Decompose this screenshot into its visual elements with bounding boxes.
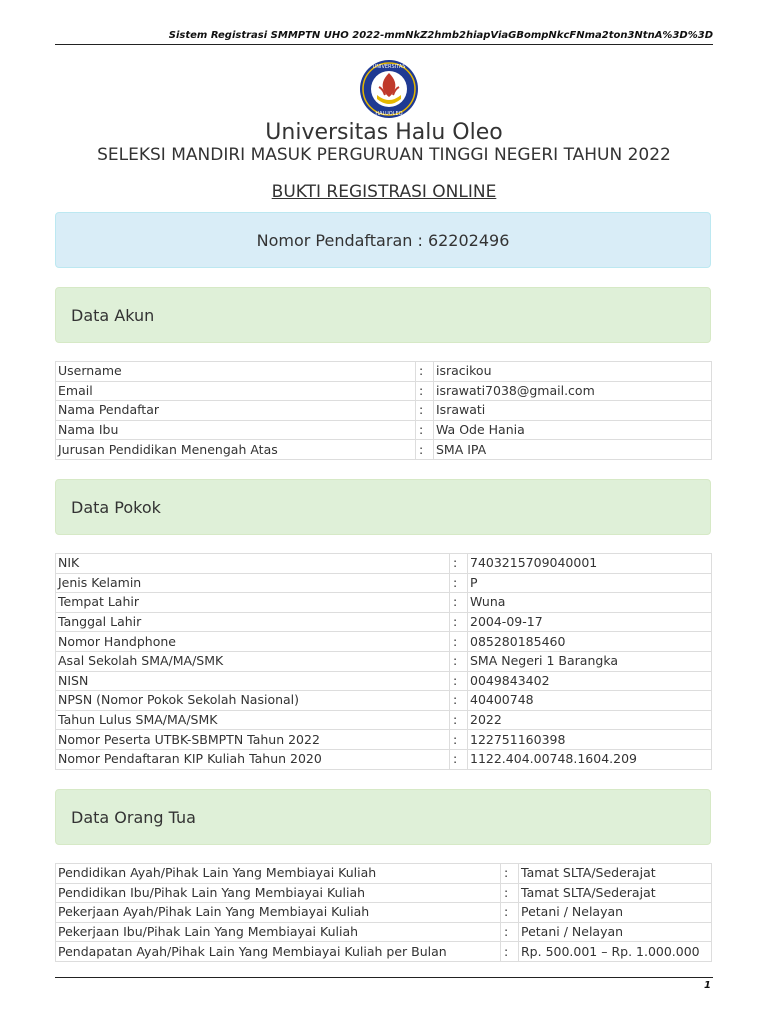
field-label: NPSN (Nomor Pokok Sekolah Nasional) <box>56 691 450 711</box>
field-label: Nama Ibu <box>56 420 416 440</box>
field-separator: : <box>450 554 468 574</box>
field-value: Tamat SLTA/Sederajat <box>519 883 712 903</box>
section-title: Data Akun <box>71 305 155 325</box>
section-data-pokok <box>55 479 711 535</box>
field-value: Petani / Nelayan <box>519 903 712 923</box>
field-value: 40400748 <box>468 691 712 711</box>
field-label: NIK <box>56 554 450 574</box>
field-value: P <box>468 573 712 593</box>
field-value: isracikou <box>434 362 712 382</box>
section-data-orang-tua <box>55 789 711 845</box>
table-row <box>56 730 712 750</box>
document-title: BUKTI REGISTRASI ONLINE <box>271 182 497 202</box>
table-data-orang-tua <box>55 863 712 962</box>
table-row <box>56 440 712 460</box>
section-title: Data Orang Tua <box>71 807 196 827</box>
field-value: 0049843402 <box>468 671 712 691</box>
field-separator: : <box>450 710 468 730</box>
table-row <box>56 401 712 421</box>
table-row <box>56 632 712 652</box>
table-row <box>56 362 712 382</box>
field-value: 7403215709040001 <box>468 554 712 574</box>
footer-divider <box>55 977 713 978</box>
field-label: NISN <box>56 671 450 691</box>
field-label: Pekerjaan Ayah/Pihak Lain Yang Membiayai Kuliah <box>56 903 501 923</box>
field-separator: : <box>450 749 468 769</box>
field-label: Jenis Kelamin <box>56 573 450 593</box>
table-data-pokok <box>55 553 712 770</box>
field-separator: : <box>416 381 434 401</box>
table-data-akun <box>55 361 712 460</box>
field-label: Pendidikan Ayah/Pihak Lain Yang Membiayai Kuliah <box>56 864 501 884</box>
field-separator: : <box>501 864 519 884</box>
table-row <box>56 420 712 440</box>
field-value: Rp. 500.001 – Rp. 1.000.000 <box>519 942 712 962</box>
field-label: Pendapatan Ayah/Pihak Lain Yang Membiayai Kuliah per Bulan <box>56 942 501 962</box>
field-separator: : <box>450 651 468 671</box>
table-row <box>56 381 712 401</box>
field-separator: : <box>501 942 519 962</box>
table-row <box>56 691 712 711</box>
field-value: Wa Ode Hania <box>434 420 712 440</box>
table-row <box>56 671 712 691</box>
table-row <box>56 942 712 962</box>
registration-number: Nomor Pendaftaran : 62202496 <box>256 230 510 250</box>
section-data-akun <box>55 287 711 343</box>
table-row <box>56 573 712 593</box>
field-separator: : <box>450 671 468 691</box>
table-row <box>56 710 712 730</box>
field-value: 085280185460 <box>468 632 712 652</box>
svg-text:HALUOLEO: HALUOLEO <box>375 111 403 117</box>
field-value: Petani / Nelayan <box>519 922 712 942</box>
field-value: israwati7038@gmail.com <box>434 381 712 401</box>
field-separator: : <box>501 922 519 942</box>
field-label: Nomor Pendaftaran KIP Kuliah Tahun 2020 <box>56 749 450 769</box>
table-row <box>56 749 712 769</box>
field-separator: : <box>501 883 519 903</box>
field-label: Asal Sekolah SMA/MA/SMK <box>56 651 450 671</box>
field-value: 1122.404.00748.1604.209 <box>468 749 712 769</box>
field-separator: : <box>416 440 434 460</box>
field-value: SMA Negeri 1 Barangka <box>468 651 712 671</box>
field-value: SMA IPA <box>434 440 712 460</box>
field-label: Email <box>56 381 416 401</box>
selection-subtitle: SELEKSI MANDIRI MASUK PERGURUAN TINGGI NEGERI TAHUN 2022 <box>97 145 671 165</box>
field-label: Pekerjaan Ibu/Pihak Lain Yang Membiayai Kuliah <box>56 922 501 942</box>
table-row <box>56 922 712 942</box>
field-separator: : <box>450 573 468 593</box>
field-separator: : <box>416 420 434 440</box>
field-label: Nomor Handphone <box>56 632 450 652</box>
table-row <box>56 612 712 632</box>
table-row <box>56 903 712 923</box>
field-value: Tamat SLTA/Sederajat <box>519 864 712 884</box>
table-row <box>56 651 712 671</box>
field-label: Tanggal Lahir <box>56 612 450 632</box>
field-separator: : <box>501 903 519 923</box>
field-label: Pendidikan Ibu/Pihak Lain Yang Membiayai Kuliah <box>56 883 501 903</box>
section-title: Data Pokok <box>71 497 161 517</box>
field-value: Israwati <box>434 401 712 421</box>
field-label: Tempat Lahir <box>56 593 450 613</box>
field-separator: : <box>416 401 434 421</box>
field-separator: : <box>450 730 468 750</box>
field-separator: : <box>450 632 468 652</box>
field-value: 2022 <box>468 710 712 730</box>
svg-text:UNIVERSITAS: UNIVERSITAS <box>372 64 406 70</box>
field-label: Tahun Lulus SMA/MA/SMK <box>56 710 450 730</box>
university-name: Universitas Halu Oleo <box>265 120 503 145</box>
field-value: 122751160398 <box>468 730 712 750</box>
page-number: 1 <box>704 980 711 991</box>
table-row <box>56 883 712 903</box>
field-label: Nama Pendaftar <box>56 401 416 421</box>
field-value: Wuna <box>468 593 712 613</box>
running-header: Sistem Registrasi SMMPTN UHO 2022-mmNkZ2hmb2hiapViaGBompNkcFNma2ton3NtnA%3D%3D <box>55 30 713 45</box>
field-separator: : <box>450 691 468 711</box>
table-row <box>56 554 712 574</box>
field-separator: : <box>450 593 468 613</box>
field-label: Username <box>56 362 416 382</box>
registration-number-box <box>55 212 711 268</box>
field-label: Jurusan Pendidikan Menengah Atas <box>56 440 416 460</box>
field-separator: : <box>416 362 434 382</box>
field-label: Nomor Peserta UTBK-SBMPTN Tahun 2022 <box>56 730 450 750</box>
university-seal-icon <box>357 59 421 119</box>
table-row <box>56 864 712 884</box>
field-separator: : <box>450 612 468 632</box>
field-value: 2004-09-17 <box>468 612 712 632</box>
university-logo <box>357 59 421 119</box>
table-row <box>56 593 712 613</box>
